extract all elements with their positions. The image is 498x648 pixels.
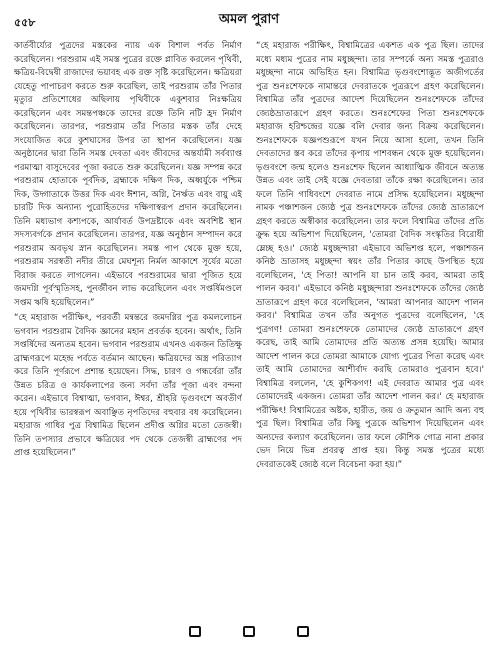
paragraph: কার্তবীর্য্যের পুত্রদের মস্তকের ন্যায় এক বিশাল পর্বত নির্মাণ করেছিলেন। পরশুরাম এই সমস্ত পুত্রের রক্তে প্লাবিত করলেন পৃথিবী, ক্ষত্রিয়-বিদ্বেষী রাজাদের ভয়াবহ এক রক্ত সৃষ্টি করেছিলেন। ক্ষত্রিয়রা যেহেতু পাপাচরণ করতে শুরু করেছিল, তাই পরশুরাম তাঁর পিতার মৃত্যুর প্রতিশোধের অছিলায় পৃথিবীকে একুশবার নিঃক্ষত্রিয় করেছিলেন এবং সমন্তপঞ্চকে তাদের রক্তে তিনি নটি হ্রদ নির্মাণ করেছিলেন। তারপর, পরশুরাম তাঁর পিতার মস্তক তাঁর দেহে সংযোজিত করে কুশঘাসের উপর তা স্থাপন করেছিলেন। যজ্ঞ অনুষ্ঠানের দ্বারা তিনি সমস্ত দেবতা এবং জীবদের অন্তর্যামী সর্বব্যাপ্ত পরমাত্মা বাসুদেবের পূজা করতে শুরু করেছিলেন। যজ্ঞ সম্পন্ন করে পরশুরাম হোতাকে পূর্বদিক, ব্রহ্মাকে দক্ষিণ দিক, অধ্বর্যুকে পশ্চিম দিক, উদ্গাতাকে উত্তর দিক এবং ঈশান, অগ্নি, নৈর্ঋত এবং বায়ু এই চারটি দিক অন্যান্য পুরোহিতদের দক্ষিণাস্বরূপ প্রদান করেছিলেন। তিনি মধ্যভাগ কশ্যপকে, আর্যাবর্ত উপদ্রষ্টাকে এবং অবশিষ্ট স্থান সদস্যবর্গকে প্রদান করেছিলেন। তারপর, যজ্ঞ অনুষ্ঠান সম্পাদন করে পরশুরাম অবভৃথ স্নান করেছিলেন। সমস্ত পাপ থেকে মুক্ত হয়ে, পরশুরাম সরস্বতী নদীর তীরে মেঘশূন্য নির্মল আকাশে সূর্যের মতো বিরাজ করতে লাগলেন। এইভাবে পরশুরামের দ্বারা পূজিত হয়ে জমদগ্নি পূর্বস্মৃতিসহ, পুনর্জীবন লাভ করেছিলেন এবং সপ্তর্ষিমণ্ডলে সপ্তম ঋষি হয়েছিলেন।” — [14, 41, 242, 308]
running-title: অমল পুরাণ — [218, 12, 280, 27]
square-outline-icon — [243, 626, 255, 637]
footer-ornaments — [0, 626, 498, 637]
left-column — [14, 40, 242, 615]
right-column — [256, 40, 484, 615]
square-outline-icon — [189, 626, 201, 637]
square-outline-icon — [297, 626, 309, 637]
paragraph: “হে মহারাজ পরীক্ষিৎ, বিশ্বামিত্রের একশত এক পুত্র ছিল। তাদের মধ্যে মধ্যম পুত্রের নাম মধুচ্ছন্দা। তার সম্পর্কে অন্য সমস্ত পুত্ররাও মধুচ্ছন্দা নামে অভিহিত হন। বিশ্বামিত্র ভৃগুবংশোদ্ভূত অজীগর্তের পুত্র শুনঃশেফকে নামান্তরে দেবরাতকে পুত্ররূপে গ্রহণ করেছিলেন। বিশ্বামিত্র তাঁর পুত্রদের আদেশ দিয়েছিলেন শুনঃশেফকে তাঁদের জ্যেষ্ঠভ্রাতারূপে গ্রহণ করতে। শুনঃশেফের পিতা শুনঃশেফকে মহারাজ হরিশ্চন্দ্রের যজ্ঞে বলি দেবার জন্য বিক্রয় করেছিলেন। শুনঃশেফকে যজ্ঞপশুরূপে যখন নিয়ে আসা হলো, তখন তিনি দেবতাদের স্তব করে তাঁদের কৃপায় পাশবন্ধন থেকে মুক্ত হয়েছিলেন। ভৃগুবংশে জন্ম হলেও শুনঃশেফ ছিলেন আধ্যাত্মিক জীবনে অত্যন্ত উন্নত এবং তাই সেই যজ্ঞে দেবতারা তাঁকে রক্ষা করেছিলেন। তার ফলে তিনি গাধিবংশে দেবরাত নামে প্রসিদ্ধ হয়েছিলেন। মধুচ্ছন্দা নামক পঞ্চাশজন জ্যেষ্ঠ পুত্র শুনঃশেফকে তাঁদের জ্যেষ্ঠ ভ্রাতারূপে গ্রহণ করতে অস্বীকার করেছিলেন। তার ফলে বিশ্বামিত্র তাঁদের প্রতি ক্রুদ্ধ হয়ে অভিশাপ দিয়েছিলেন, 'তোমরা বৈদিক সংস্কৃতির বিরোধী ম্লেচ্ছ হও।' জ্যেষ্ঠ মধুচ্ছন্দারা এইভাবে অভিশপ্ত হলে, পঞ্চাশজন কনিষ্ঠ ভ্রাতাসহ মধুচ্ছন্দা স্বয়ং তাঁর পিতার কাছে উপস্থিত হয়ে বলেছিলেন, 'হে পিতা! আপনি যা চান তাই করব, আমরা তাই পালন করব।' এইভাবে কনিষ্ঠ মধুচ্ছন্দারা শুনঃশেফকে তাঁদের জ্যেষ্ঠ ভ্রাতারূপে গ্রহণ করে বলেছিলেন, 'আমরা আপনার আদেশ পালন করব।' বিশ্বামিত্র তখন তাঁর অনুগত পুত্রদের বলেছিলেন, 'হে পুত্রগণ! তোমরা শুনঃশেফকে তোমাদের জ্যেষ্ঠ ভ্রাতারূপে গ্রহণ করেছ, তাই আমি তোমাদের প্রতি অত্যন্ত প্রসন্ন হয়েছি। আমার আদেশ পালন করে তোমরা আমাকে যোগ্য পুত্রের পিতা করেছ এবং তাই আমি তোমাদের আশীর্বাদ করছি তোমরাও পুত্রবান হবে।' বিশ্বামিত্র বললেন, 'হে কুশিকগণ! এই দেবরাত আমার পুত্র এবং তোমাদেরই একজন। তোমরা তাঁর আদেশ পালন কর।' হে মহারাজ পরীক্ষিৎ! বিশ্বামিত্রের অষ্টক, হারীত, জয় ও ক্রতুমান আদি অন্য বহু পুত্র ছিল। বিশ্বামিত্র তাঁর কিছু পুত্রকে অভিশাপ দিয়েছিলেন এবং অন্যদের কল্যাণ করেছিলেন। তার ফলে কৌশিক গোত্র নানা প্রকার ভেদ নিয়ে ভিন্ন প্রবরত্ব প্রাপ্ত হয়। কিন্তু সমস্ত পুত্রের মধ্যে দেবরাতকেই জ্যেষ্ঠ বলে বিবেচনা করা হয়।” — [256, 41, 484, 470]
paragraph: “হে মহারাজ পরীক্ষিৎ, পরবর্তী মন্বন্তরে জমদগ্নির পুত্র কমললোচন ভগবান পরশুরাম বৈদিক জ্ঞানের মহান প্রবর্তক হবেন। অর্থাৎ, তিনি সপ্তর্ষিদের অন্যতম হবেন। ভগবান পরশুরাম এখনও একজন তিতিক্ষু ব্রাহ্মণরূপে মহেন্দ্র পর্বতে বর্তমান আছেন। ক্ষত্রিয়দের অস্ত্র পরিত্যাগ করে তিনি পূর্ণরূপে প্রশান্ত হয়েছেন। সিদ্ধ, চারণ ও গন্ধর্বেরা তাঁর উন্নত চরিত্র ও কার্যকলাপের জন্য সর্বদা তাঁর পূজা এবং বন্দনা করেন। এইভাবে বিশ্বাত্মা, ভগবান, ঈশ্বর, শ্রীহরি ভৃগুবংশে অবতীর্ণ হয়ে পৃথিবীর ভারস্বরূপ অবাঞ্ছিত নৃপতিদের বহুবার বধ করেছিলেন। মহারাজ গাধির পুত্র বিশ্বামিত্র ছিলেন প্রদীপ্ত অগ্নির মতো তেজস্বী। তিনি তপস্যার প্রভাবে ক্ষত্রিয়ের পদ থেকে তেজস্বী ব্রাহ্মণের পদ প্রাপ্ত হয়েছিলেন।” — [14, 313, 242, 458]
text-columns — [14, 40, 484, 615]
page-number: ৫৫৮ — [14, 16, 36, 29]
